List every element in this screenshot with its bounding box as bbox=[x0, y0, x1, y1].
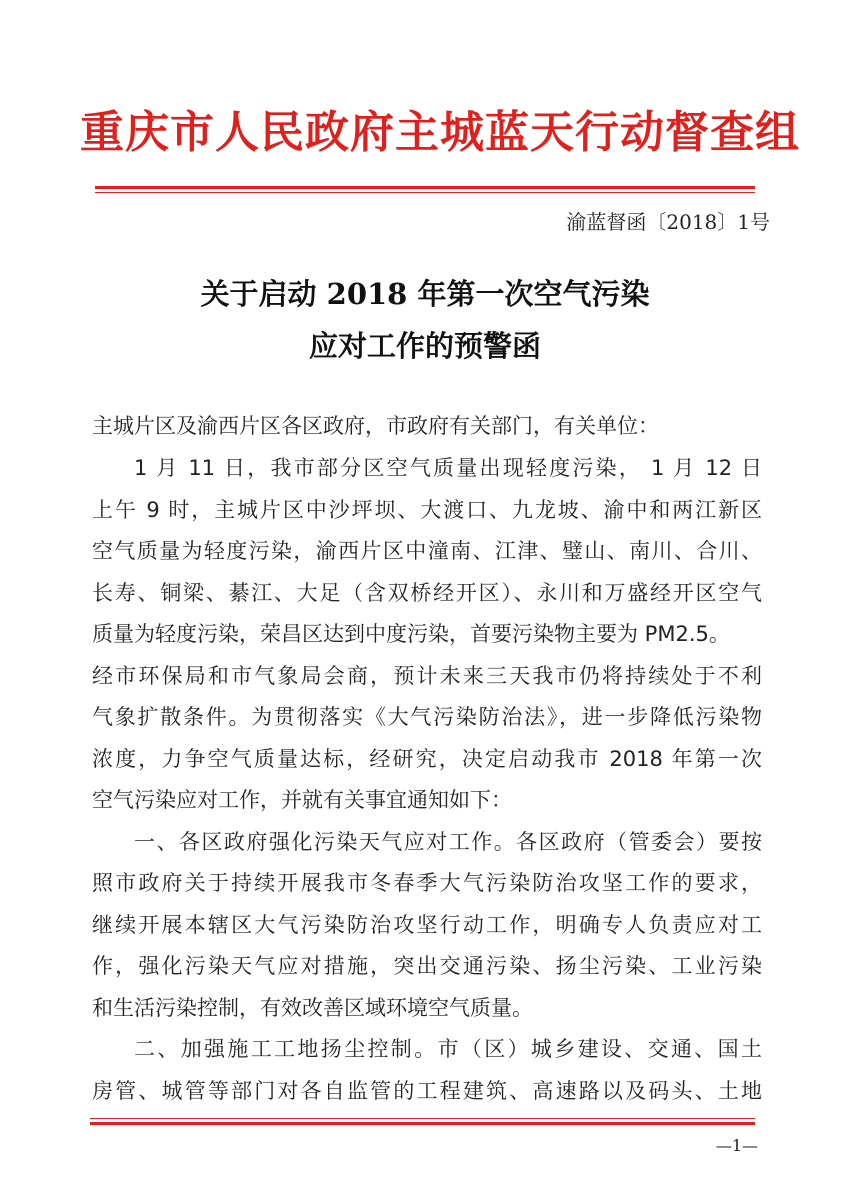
body-line: 1 月 11 日，我市部分区空气质量出现轻度污染， 1 月 12 日 bbox=[134, 456, 762, 480]
footer-red-rule-thin bbox=[90, 1118, 755, 1119]
document-title-line-1: 关于启动 2018 年第一次空气污染 bbox=[200, 277, 650, 311]
body-line: 空气污染应对工作，并就有关事宜通知如下： bbox=[92, 788, 512, 812]
header-red-rule-thin bbox=[95, 192, 755, 193]
body-line: 经市环保局和市气象局会商，预计未来三天我市仍将持续处于不利 bbox=[92, 663, 762, 688]
body-line: 质量为轻度污染，荣昌区达到中度污染，首要污染物主要为 PM2.5。 bbox=[92, 622, 730, 646]
body-line: 长寿、铜梁、綦江、大足（含双桥经开区）、永川和万盛经开区空气 bbox=[92, 580, 762, 605]
body-line: 气象扩散条件。为贯彻落实《大气污染防治法》，进一步降低污染物 bbox=[92, 705, 762, 729]
document-number: 渝蓝督函〔2018〕1号 bbox=[566, 210, 770, 234]
body-line: 继续开展本辖区大气污染防治攻坚行动工作，明确专人负责应对工 bbox=[92, 912, 762, 937]
footer-red-rule-thick bbox=[90, 1122, 755, 1125]
body-line: 照市政府关于持续开展我市冬春季大气污染防治攻坚工作的要求， bbox=[92, 871, 762, 895]
body-line: 作，强化污染天气应对措施，突出交通污染、扬尘污染、工业污染 bbox=[92, 954, 762, 978]
body-line: 一、各区政府强化污染天气应对工作。各区政府（管委会）要按 bbox=[134, 829, 762, 854]
page-number: —1— bbox=[715, 1136, 758, 1155]
header-red-rule-thick bbox=[95, 186, 755, 189]
document-title-line-2: 应对工作的预警函 bbox=[308, 329, 541, 363]
body-line: 空气质量为轻度污染，渝西片区中潼南、江津、璧山、南川、合川、 bbox=[92, 539, 762, 563]
body-line: 浓度，力争空气质量达标，经研究，决定启动我市 2018 年第一次 bbox=[92, 746, 762, 771]
body-line: 二、加强施工工地扬尘控制。市（区）城乡建设、交通、国土 bbox=[134, 1037, 762, 1061]
body-line: 房管、城管等部门对各自监管的工程建筑、高速路以及码头、土地 bbox=[92, 1078, 762, 1103]
salutation: 主城片区及渝西片区各区政府，市政府有关部门，有关单位： bbox=[92, 414, 659, 438]
body-line: 和生活污染控制，有效改善区域环境空气质量。 bbox=[92, 995, 533, 1020]
org-header-title: 重庆市人民政府主城蓝天行动督查组 bbox=[80, 107, 800, 158]
body-line: 上午 9 时，主城片区中沙坪坝、大渡口、九龙坡、渝中和两江新区 bbox=[92, 497, 762, 522]
